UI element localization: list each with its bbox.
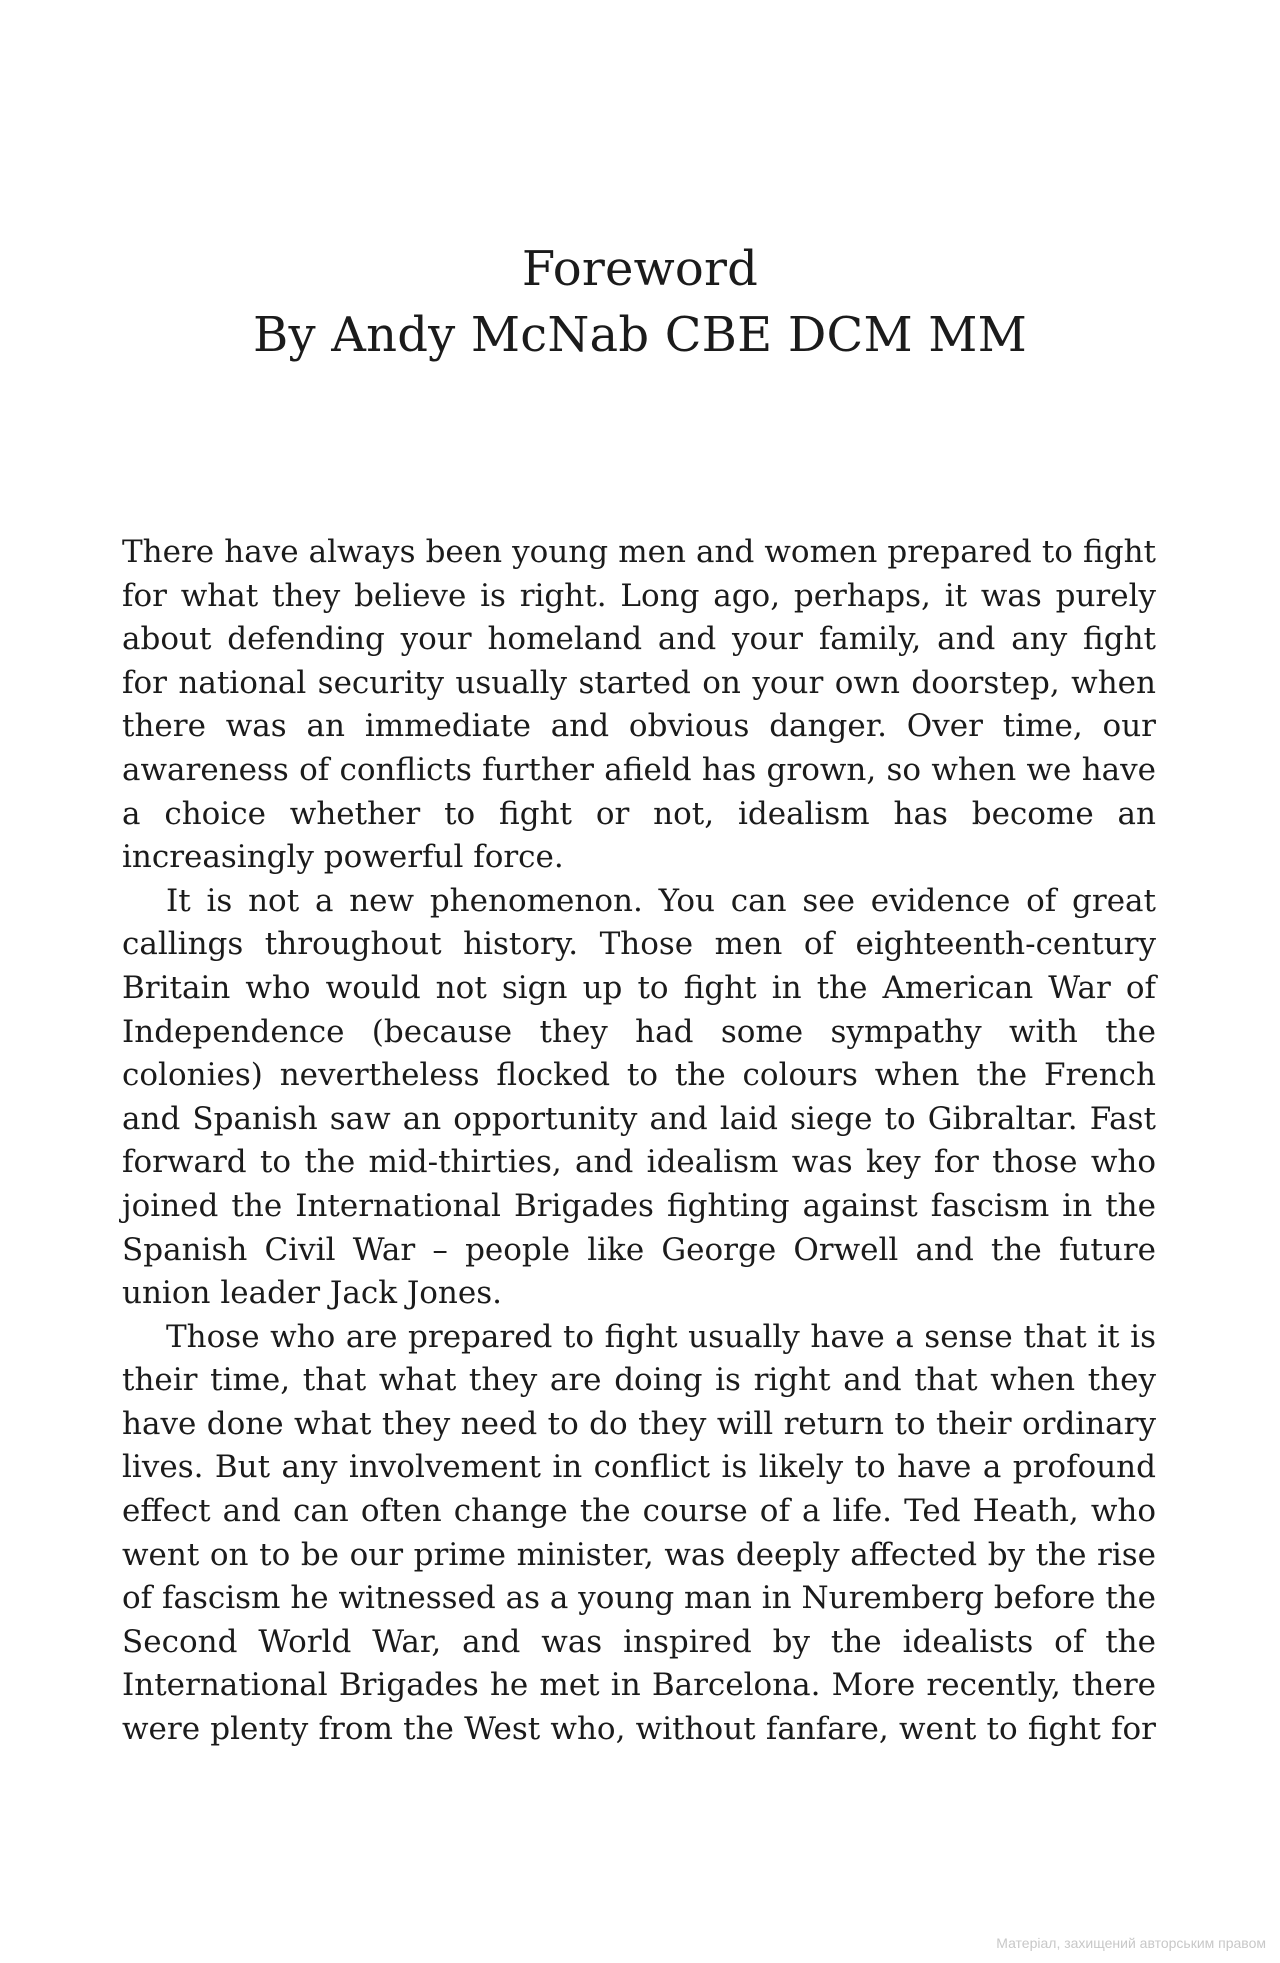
paragraph-1: There have always been young men and women prepared to fight for what they believe is right. Long ago, perhaps, it was purely about defending your homeland and your family, and any fight for national security usually started on your own doorstep, when there was an immediate and obvious danger. Over time, our awareness of conflicts further afield has grown, so when we have a choice whether to fight or not, idealism has become an increasingly powerful force. bbox=[122, 534, 1156, 876]
chapter-heading bbox=[0, 236, 1280, 368]
paragraph-3: Those who are prepared to fight usually have a sense that it is their time, that what they are doing is right and that when they have done what they need to do they will return to their ordinary lives. But any involvement in conflict is likely to have a profound effect and can often change the course of a life. Ted Heath, who went on to be our prime minister, was deeply affected by the rise of fascism he witnessed as a young man in Nuremberg before the Second World War, and was inspired by the idealists of the International Brigades he met in Barcelona. More recently, there were plenty from the West who, without fanfare, went to fight for bbox=[122, 1318, 1156, 1748]
foreword-body bbox=[122, 531, 1156, 1752]
heading-title: Foreword bbox=[521, 241, 759, 297]
copyright-watermark: Матеріал, захищений авторським правом bbox=[996, 1935, 1266, 1951]
heading-author: By Andy McNab CBE DCM MM bbox=[253, 307, 1027, 363]
paragraph-2: It is not a new phenomenon. You can see evidence of great callings throughout history. Those men of eighteenth-century Britain who would not sign up to fight in the American War of Independence (because they had some sympathy with the colonies) nevertheless flocked to the colours when the French and Spanish saw an opportunity and laid siege to Gibraltar. Fast forward to the mid-thirties, and idealism was key for those who joined the International Brigades fighting against fascism in the Spanish Civil War – people like George Orwell and the future union leader Jack Jones. bbox=[122, 882, 1156, 1312]
